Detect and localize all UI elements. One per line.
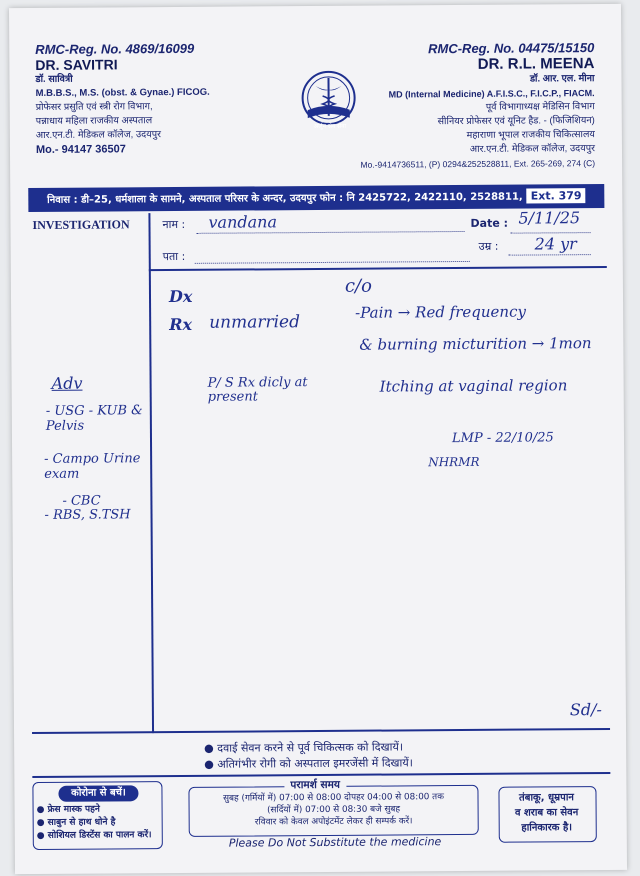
note-2: ● अतिगंभीर रोगी को अस्पताल इमरजेंसी में दिखायें। <box>204 756 413 771</box>
handwritten-co: c/o <box>344 275 372 297</box>
right-doctor-line1: पूर्व विभागाध्यक्ष मेडिसिन विभाग <box>485 101 595 113</box>
handwritten-advice-2: - Campo Urine exam <box>44 451 141 482</box>
address-text: निवास : डी–25, धर्मशाला के सामने, अस्पताल परिसर के अन्दर, उदयपुर फोन : नि 2425722, 2422110, 2528811, <box>47 191 523 206</box>
footer-note: Please Do Not Substitute the medicine <box>228 835 442 850</box>
left-doctor-degrees: M.B.B.S., M.S. (obst. & Gynae.) FICOG. <box>35 86 210 99</box>
handwritten-patient-name: vandana <box>208 212 278 232</box>
doctor-signature: Sd/- <box>569 700 602 720</box>
warning-line-1: तंबाकू, धूम्रपान <box>519 792 575 804</box>
right-doctor-block <box>309 40 595 172</box>
right-doctor-line2: सीनियर प्रोफेसर एवं यूनिट हैड. - (फिजिशियन) <box>437 115 595 128</box>
address-line <box>195 261 470 264</box>
corona-tips: ● फ्रेस मास्क पहने ● साबुन से हाथ धोने है ● सोशियल डिस्टेंस का पालन करें। <box>36 804 152 841</box>
note-2-text: अतिगंभीर रोगी को अस्पताल इमरजेंसी में दिखायें। <box>217 756 413 771</box>
left-doctor-mobile: Mo.- 94147 36507 <box>35 143 126 156</box>
left-doctor-line2: पन्नाधाय महिला राजकीय अस्पताल <box>35 115 153 127</box>
handwritten-age: 24 yr <box>534 234 577 254</box>
rx-symbol-1: Dx <box>168 286 193 307</box>
left-doctor-block <box>35 40 296 157</box>
handwritten-unmarried: unmarried <box>209 312 301 333</box>
left-doctor-line1: प्रोफेसर प्रसुति एवं स्त्री रोग विभाग, <box>35 101 153 113</box>
right-doctor-line4: आर.एन.टी. मेडिकल कॉलेज, उदयपुर <box>469 143 596 155</box>
age-line <box>509 254 591 256</box>
right-doctor-name: DR. R.L. MEENA <box>477 55 595 73</box>
corona-tip-2: साबुन से हाथ धोने है <box>47 817 116 828</box>
investigation-label: INVESTIGATION <box>32 217 130 232</box>
warning-text <box>500 790 592 836</box>
consult-line-2: (सर्दियों में) 07:00 से 08:30 बजे सुबह <box>267 804 401 816</box>
right-doctor-line3: महाराणा भूपाल राजकीय चिकित्सालय <box>466 129 595 141</box>
handwritten-complaint-1: -Pain → Red frequency <box>355 302 526 322</box>
left-doctor-reg: RMC-Reg. No. 4869/16099 <box>35 40 195 57</box>
right-doctor-mobile: Mo.-9414736511, (P) 0294&252528811, Ext. 265-269, 274 (C) <box>360 158 596 170</box>
address-ext: Ext. 379 <box>527 188 586 203</box>
notes-divider <box>32 728 610 734</box>
rx-symbol-2: Rx <box>169 314 193 335</box>
note-1-text: दवाई सेवन करने से पूर्व चिकित्सक को दिखायें। <box>217 740 404 755</box>
warning-line-2: व शराब का सेवन <box>514 807 579 819</box>
handwritten-date: 5/11/25 <box>518 208 581 228</box>
handwritten-nhrmr: NHRMR <box>428 454 480 470</box>
corona-tip-1: फ्रेस मास्क पहने <box>47 804 100 815</box>
corona-title: कोरोना से बचें। <box>58 785 138 802</box>
handwritten-complaint-2: & burning micturition → 1mon <box>359 334 592 354</box>
left-doctor-name-hindi: डॉ. सावित्री <box>35 73 73 85</box>
date-label: Date : <box>470 216 509 230</box>
handwritten-advice-1: - USG - KUB & Pelvis <box>45 403 143 434</box>
right-doctor-name-hindi: डॉ. आर. एल. मीना <box>529 73 595 85</box>
consult-title: परामर्श समय <box>284 778 346 792</box>
consult-line-3: रविवार को केवल अपोइंटमेंट लेकर ही सम्पर्क करें। <box>254 816 413 828</box>
right-doctor-reg: RMC-Reg. No. 04475/15150 <box>428 40 595 57</box>
note-1: ● दवाई सेवन करने से पूर्व चिकित्सक को दिखायें। <box>204 740 404 755</box>
footer-divider <box>32 772 610 778</box>
handwritten-itching: Itching at vaginal region <box>379 376 568 396</box>
consult-line-1: सुबह (गर्मियों में) 07:00 से 08:00 दोपहर 04:00 से 08:00 तक <box>223 792 444 804</box>
header-divider <box>149 266 607 271</box>
address-label: पता : <box>162 249 186 264</box>
age-label: उम्र : <box>478 239 499 253</box>
warning-line-3: हानिकारक है। <box>521 822 573 834</box>
prescription-sheet <box>9 4 627 874</box>
left-doctor-line3: आर.एन.टी. मेडिकल कॉलेज, उदयपुर <box>35 129 162 141</box>
handwritten-advice-3: - CBC <box>62 493 101 509</box>
handwritten-lmp: LMP - 22/10/25 <box>451 430 554 447</box>
right-doctor-degrees: MD (Internal Medicine) A.F.I.S.C., F.I.C.P., FIACM. <box>388 88 595 100</box>
left-doctor-name: DR. SAVITRI <box>35 56 118 73</box>
consult-lines <box>194 791 472 829</box>
handwritten-prior-dx: P/ S Rx dicly at present <box>207 375 308 405</box>
handwritten-advice-4: - RBS, S.TSH <box>44 507 131 523</box>
handwritten-advice-title: Adv <box>51 373 83 393</box>
logo-caption: अर्जुन सेव सेवा <box>313 122 347 131</box>
name-label: नाम : <box>162 217 186 232</box>
corona-tip-3: सोशियल डिस्टेंस का पालन करें। <box>47 830 152 841</box>
